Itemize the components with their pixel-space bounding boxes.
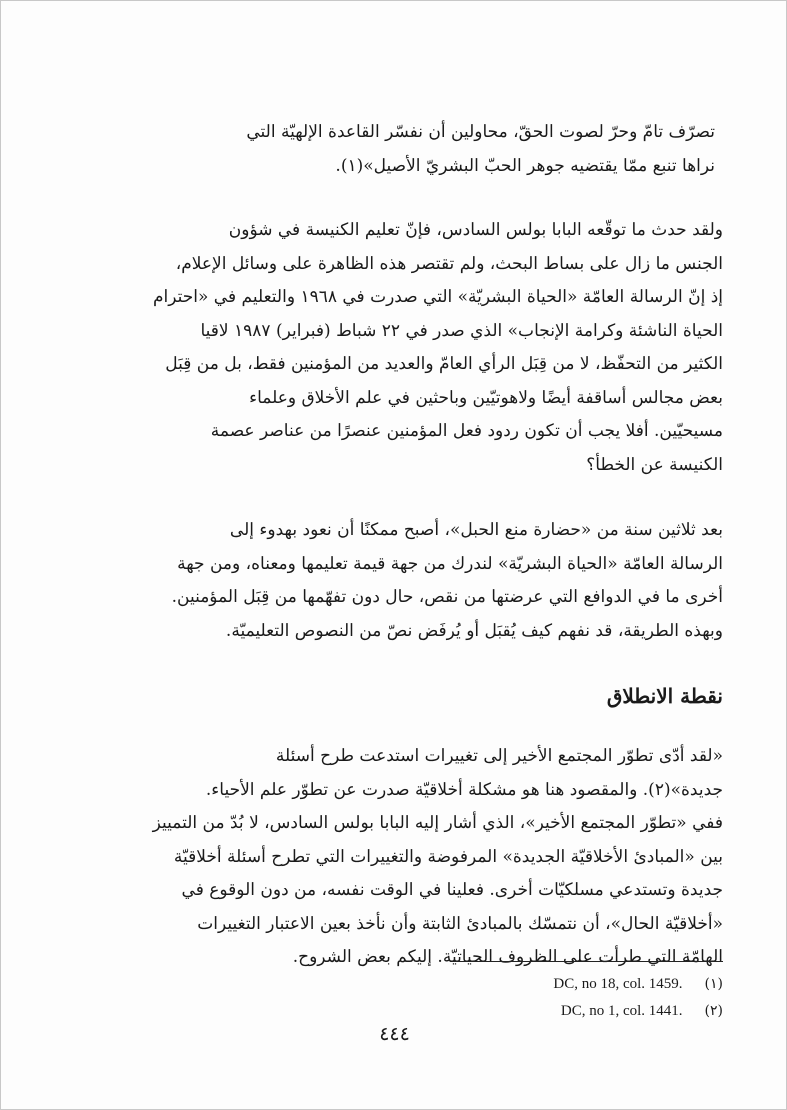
text-line: «أخلاقيّة الحال»، أن نتمسّك بالمبادئ الثابتة وأن نأخذ بعين الاعتبار التغييرات — [197, 913, 723, 934]
text-line: بعد ثلاثين سنة من «حضارة منع الحبل»، أصبح ممكنًا أن نعود بهدوء إلى — [229, 520, 723, 540]
text-line: جديدة وتستدعي مسلكيّات أخرى. فعلينا في الوقت نفسه، من دون الوقوع في — [181, 880, 723, 900]
text-line: إذ إنّ الرسالة العامّة «الحياة البشريّة» التي صدرت في ١٩٦٨ والتعليم في «احترام — [153, 287, 723, 307]
paragraph-2 — [53, 514, 723, 648]
footnote-number: (١) — [704, 976, 723, 992]
page-number: ٤٤٤ — [379, 1023, 410, 1045]
text-line: بين «المبادئ الأخلاقيّة الجديدة» المرفوضة والتغييرات التي تطرح أسئلة أخلاقيّة — [173, 846, 723, 867]
quote-paragraph — [53, 116, 723, 183]
text-line: ففي «تطوّر المجتمع الأخير»، الذي أشار إليه البابا بولس السادس، لا بُدّ من التمييز — [152, 813, 723, 833]
text-line: بعض مجالس أساقفة أيضًا ولاهوتيّين وباحثين في علم الأخلاق وعلماء — [249, 387, 723, 408]
text-line: الرسالة العامّة «الحياة البشريّة» لندرك من جهة قيمة تعليمها ومعناه، ومن جهة — [177, 553, 723, 574]
paragraph-1 — [53, 214, 723, 482]
text-line: تصرّف تامّ وحرّ لصوت الحقّ، محاولين أن نفسّر القاعدة الإلهيّة التي — [246, 122, 715, 142]
footnote-text: DC, no 1, col. 1441. — [560, 1003, 683, 1019]
text-line: الكثير من التحفّظ، لا من قِبَل الرأي العامّ والعديد من المؤمنين فقط، بل من قِبَل — [165, 354, 723, 374]
paragraph-3 — [53, 740, 723, 975]
footnotes — [453, 971, 723, 1025]
text-line: وبهذه الطريقة، قد نفهم كيف يُقبَل أو يُرفَض نصّ من النصوص التعليميّة. — [225, 620, 723, 641]
text-line: «لقد أدّى تطوّر المجتمع الأخير إلى تغييرات استدعت طرح أسئلة — [275, 746, 723, 766]
text-line: مسيحيّين. أفلا يجب أن تكون ردود فعل المؤمنين عنصرًا من عناصر عصمة — [210, 421, 723, 441]
section-heading: نقطة الانطلاق — [606, 684, 723, 708]
text-line: الهامّة التي طرأت على الظروف الحياتيّة. إليكم بعض الشروح. — [292, 947, 723, 967]
text-line: الحياة الناشئة وكرامة الإنجاب» الذي صدر في ٢٢ شباط (فبراير) ١٩٨٧ لاقيا — [200, 320, 723, 341]
text-line: الكنيسة عن الخطأ؟ — [586, 454, 723, 475]
text-line: أخرى ما في الدوافع التي عرضتها من نقص، حال دون تفهّمها من قِبَل المؤمنين. — [171, 587, 723, 607]
footnote — [453, 998, 723, 1025]
footnote-divider — [453, 961, 723, 962]
text-line: ولقد حدث ما توقّعه البابا بولس السادس، فإنّ تعليم الكنيسة في شؤون — [228, 220, 723, 240]
footnote-number: (٢) — [704, 1003, 723, 1019]
page-body — [53, 116, 723, 975]
text-line: نراها تنبع ممّا يقتضيه جوهر الحبّ البشريّ الأصيل»(١). — [335, 155, 715, 176]
footnote — [453, 971, 723, 998]
text-line: الجنس ما زال على بساط البحث، ولم تقتصر هذه الظاهرة على وسائل الإعلام، — [175, 253, 723, 274]
text-line: جديدة»(٢). والمقصود هنا هو مشكلة أخلاقيّة صدرت عن تطوّر علم الأحياء. — [205, 779, 723, 800]
footnote-text: DC, no 18, col. 1459. — [553, 976, 683, 992]
